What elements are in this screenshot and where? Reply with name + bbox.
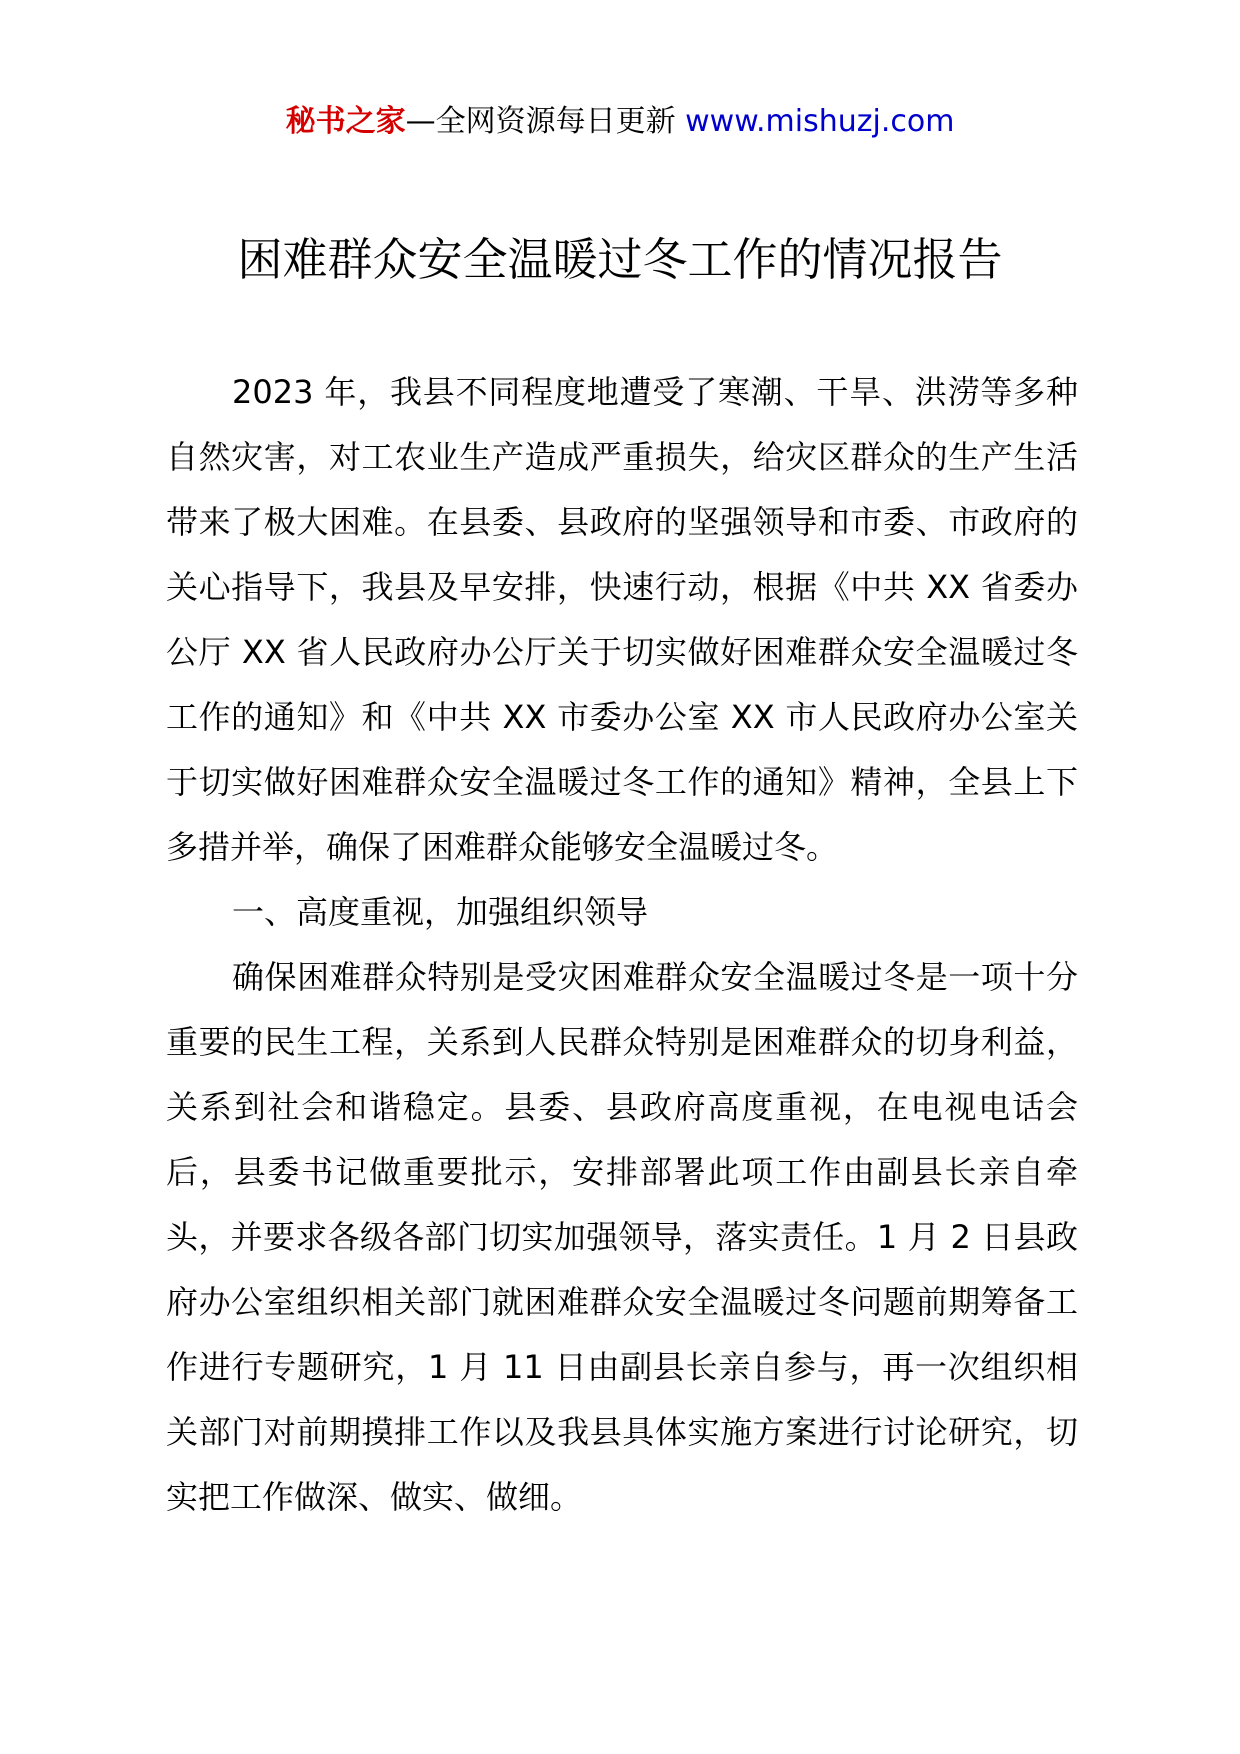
- site-url-link[interactable]: www.mishuzj.com: [685, 104, 955, 139]
- site-header: [0, 100, 1240, 144]
- document-title: 困难群众安全温暖过冬工作的情况报告: [237, 233, 1003, 286]
- document-body: [166, 360, 1078, 1530]
- paragraph-section-1: 确保困难群众特别是受灾困难群众安全温暖过冬是一项十分重要的民生工程，关系到人民群众特别是困难群众的切身利益，关系到社会和谐稳定。县委、县政府高度重视，在电视电话会后，县委书记做重要批示，安排部署此项工作由副县长亲自牵头，并要求各级各部门切实加强领导，落实责任。1 月 2 日县政府办公室组织相关部门就困难群众安全温暖过冬问题前期筹备工作进行专题研究，1 月 11 日由副县长亲自参与，再一次组织相关部门对前期摸排工作以及我县具体实施方案进行讨论研究，切实把工作做深、做实、做细。: [166, 958, 1078, 1516]
- site-slogan: —全网资源每日更新: [405, 104, 676, 139]
- section-heading-1: 一、高度重视，加强组织领导: [232, 893, 649, 931]
- paragraph-intro: 2023 年，我县不同程度地遭受了寒潮、干旱、洪涝等多种自然灾害，对工农业生产造成严重损失，给灾区群众的生产生活带来了极大困难。在县委、县政府的坚强领导和市委、市政府的关心指导下，我县及早安排，快速行动，根据《中共 XX 省委办公厅 XX 省人民政府办公厅关于切实做好困难群众安全温暖过冬工作的通知》和《中共 XX 市委办公室 XX 市人民政府办公室关于切实做好困难群众安全温暖过冬工作的通知》精神，全县上下多措并举，确保了困难群众能够安全温暖过冬。: [166, 373, 1078, 866]
- site-brand: 秘书之家: [285, 104, 406, 139]
